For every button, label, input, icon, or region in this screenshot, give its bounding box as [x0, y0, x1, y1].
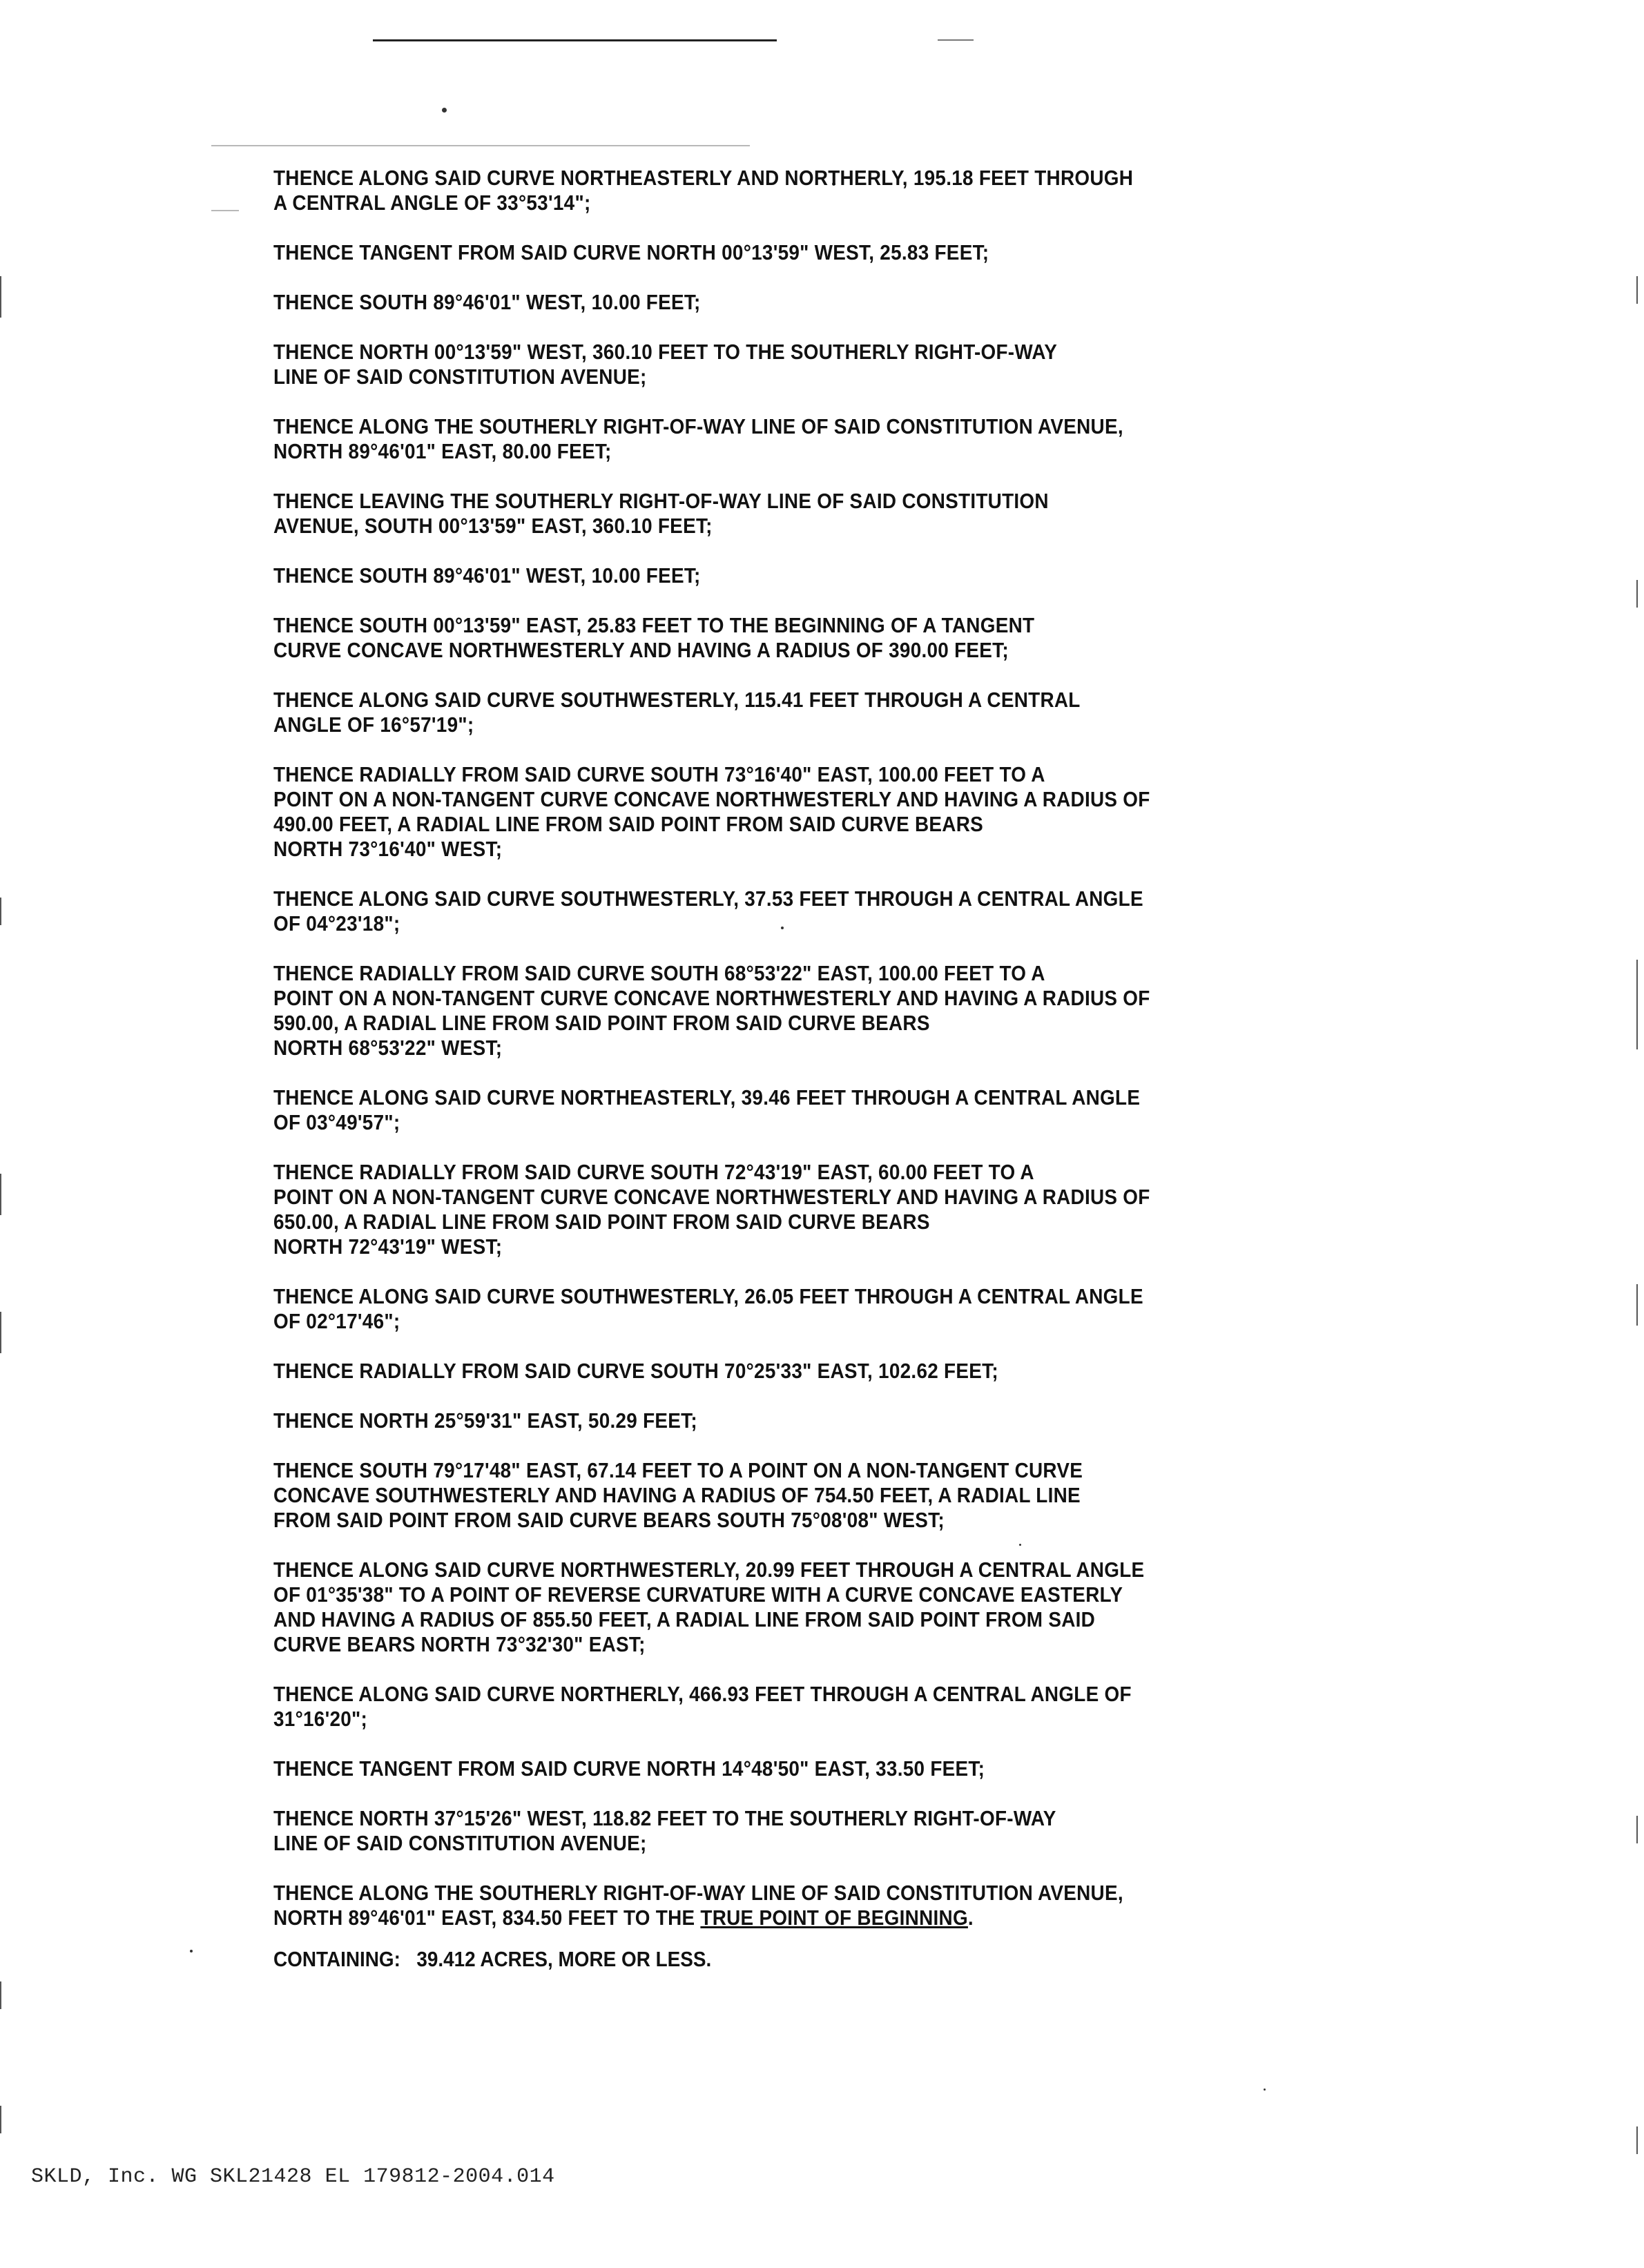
scan-artifact-line [211, 145, 750, 146]
closing-course-text: THENCE ALONG THE SOUTHERLY RIGHT-OF-WAY LINE OF SAID CONSTITUTION AVENUE, NORTH 89°46'01" EAST, 834.50 FEET TO THE [273, 1881, 1123, 1930]
course-paragraph: THENCE RADIALLY FROM SAID CURVE SOUTH 73°16'40" EAST, 100.00 FEET TO A POINT ON A NON-TANGENT CURVE CONCAVE NORTHWESTERLY AND HAVING A RADIUS OF 490.00 FEET, A RADIAL LINE FROM SAID POINT FROM SAID CURVE BEARS NORTH 73°16'40" WEST; [273, 762, 1150, 861]
containing-area [273, 1947, 1193, 1972]
course-paragraph: THENCE LEAVING THE SOUTHERLY RIGHT-OF-WAY LINE OF SAID CONSTITUTION AVENUE, SOUTH 00°13'59" EAST, 360.10 FEET; [273, 489, 1049, 538]
course-paragraph: THENCE ALONG SAID CURVE SOUTHWESTERLY, 26.05 FEET THROUGH A CENTRAL ANGLE OF 02°17'46"; [273, 1284, 1143, 1333]
course-paragraph: THENCE ALONG SAID CURVE SOUTHWESTERLY, 37.53 FEET THROUGH A CENTRAL ANGLE OF 04°23'18"; [273, 886, 1143, 936]
closing-course-paragraph [273, 1881, 1193, 1930]
course-paragraph: THENCE SOUTH 00°13'59" EAST, 25.83 FEET TO THE BEGINNING OF A TANGENT CURVE CONCAVE NORTHWESTERLY AND HAVING A RADIUS OF 390.00 FEET; [273, 613, 1035, 662]
scan-speck [1264, 2088, 1266, 2091]
top-rule [373, 39, 777, 41]
top-rule-fragment [938, 39, 974, 41]
scan-edge-mark [1636, 960, 1638, 1049]
legal-description-body [273, 166, 1295, 1972]
scan-speck [190, 1950, 193, 1952]
course-paragraph: THENCE RADIALLY FROM SAID CURVE SOUTH 72°43'19" EAST, 60.00 FEET TO A POINT ON A NON-TANGENT CURVE CONCAVE NORTHWESTERLY AND HAVING A RADIUS OF 650.00, A RADIAL LINE FROM SAID POINT FROM SAID CURVE BEARS NORTH 72°43'19" WEST; [273, 1160, 1150, 1259]
course-paragraph: THENCE ALONG SAID CURVE NORTHEASTERLY, 39.46 FEET THROUGH A CENTRAL ANGLE OF 03°49'57"; [273, 1085, 1141, 1134]
scan-edge-mark [0, 2106, 1, 2133]
course-paragraph: THENCE ALONG THE SOUTHERLY RIGHT-OF-WAY LINE OF SAID CONSTITUTION AVENUE, NORTH 89°46'01" EAST, 80.00 FEET; [273, 414, 1123, 463]
course-paragraph: THENCE TANGENT FROM SAID CURVE NORTH 14°48'50" EAST, 33.50 FEET; [273, 1756, 985, 1781]
course-paragraph: THENCE ALONG SAID CURVE SOUTHWESTERLY, 115.41 FEET THROUGH A CENTRAL ANGLE OF 16°57'19"; [273, 688, 1081, 737]
course-paragraph: THENCE ALONG SAID CURVE NORTHERLY, 466.93 FEET THROUGH A CENTRAL ANGLE OF 31°16'20"; [273, 1682, 1132, 1731]
document-footer-id: SKLD, Inc. WG SKL21428 EL 179812-2004.014 [31, 2165, 555, 2189]
scan-speck [442, 108, 447, 113]
course-paragraph: THENCE TANGENT FROM SAID CURVE NORTH 00°13'59" WEST, 25.83 FEET; [273, 240, 989, 264]
course-paragraph: THENCE SOUTH 89°46'01" WEST, 10.00 FEET; [273, 563, 701, 588]
course-paragraph: THENCE NORTH 00°13'59" WEST, 360.10 FEET TO THE SOUTHERLY RIGHT-OF-WAY LINE OF SAID CONSTITUTION AVENUE; [273, 340, 1058, 389]
scan-edge-mark [1636, 276, 1638, 304]
scan-edge-mark [0, 276, 1, 318]
course-paragraph: THENCE ALONG SAID CURVE NORTHWESTERLY, 20.99 FEET THROUGH A CENTRAL ANGLE OF 01°35'38" TO A POINT OF REVERSE CURVATURE WITH A CURVE CONCAVE EASTERLY AND HAVING A RADIUS OF 855.50 FEET, A RADIAL LINE FROM SAID POINT FROM SAID CURVE BEARS NORTH 73°32'30" EAST; [273, 1558, 1145, 1656]
scan-edge-mark [1636, 2126, 1638, 2154]
scan-edge-mark [1636, 1816, 1638, 1843]
scan-edge-mark [0, 1174, 1, 1215]
scan-edge-mark [0, 898, 1, 925]
containing-value: 39.412 ACRES, MORE OR LESS. [416, 1947, 712, 1971]
course-paragraph: THENCE NORTH 25°59'31" EAST, 50.29 FEET; [273, 1408, 697, 1433]
course-paragraph: THENCE ALONG SAID CURVE NORTHEASTERLY AND NORTHERLY, 195.18 FEET THROUGH A CENTRAL ANGLE OF 33°53'14"; [273, 166, 1134, 215]
closing-course-punctuation: . [967, 1906, 974, 1930]
course-paragraph: THENCE SOUTH 89°46'01" WEST, 10.00 FEET; [273, 290, 701, 314]
scan-edge-mark [1636, 1284, 1638, 1326]
course-paragraph: THENCE SOUTH 79°17'48" EAST, 67.14 FEET TO A POINT ON A NON-TANGENT CURVE CONCAVE SOUTHWESTERLY AND HAVING A RADIUS OF 754.50 FEET, A RADIAL LINE FROM SAID POINT FROM SAID CURVE BEARS SOUTH 75°08'08" WEST; [273, 1458, 1083, 1532]
containing-label: CONTAINING: [273, 1947, 400, 1971]
scan-artifact-line [211, 210, 239, 211]
course-paragraph: THENCE NORTH 37°15'26" WEST, 118.82 FEET TO THE SOUTHERLY RIGHT-OF-WAY LINE OF SAID CONSTITUTION AVENUE; [273, 1806, 1056, 1855]
true-point-of-beginning: TRUE POINT OF BEGINNING [700, 1906, 968, 1930]
course-paragraph: THENCE RADIALLY FROM SAID CURVE SOUTH 68°53'22" EAST, 100.00 FEET TO A POINT ON A NON-TANGENT CURVE CONCAVE NORTHWESTERLY AND HAVING A RADIUS OF 590.00, A RADIAL LINE FROM SAID POINT FROM SAID CURVE BEARS NORTH 68°53'22" WEST; [273, 961, 1150, 1060]
course-paragraph: THENCE RADIALLY FROM SAID CURVE SOUTH 70°25'33" EAST, 102.62 FEET; [273, 1359, 998, 1383]
scan-edge-mark [0, 1981, 1, 2009]
scan-edge-mark [0, 1312, 1, 1353]
scan-edge-mark [1636, 580, 1638, 608]
